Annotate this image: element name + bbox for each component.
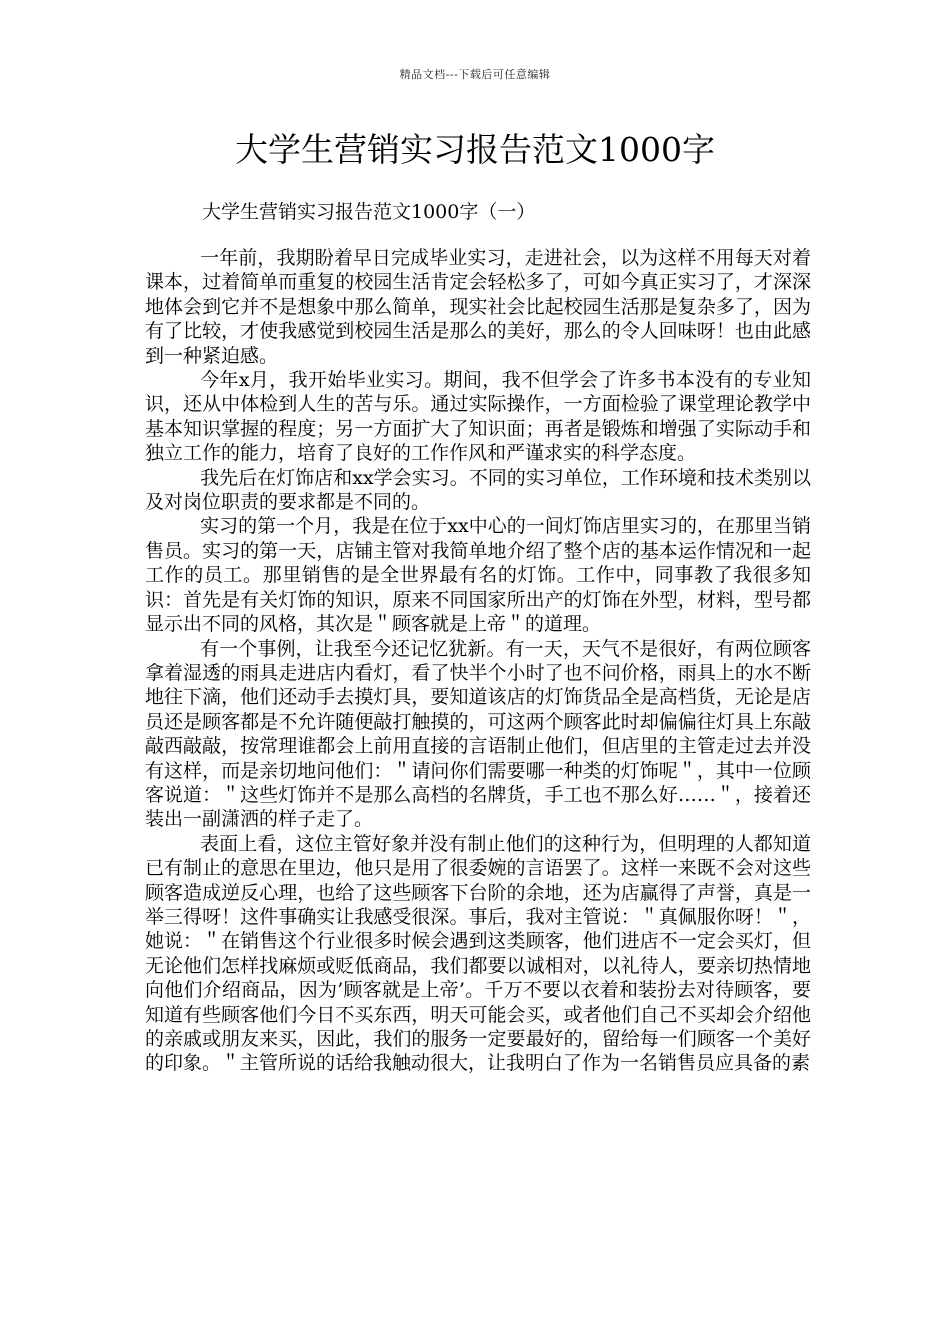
paragraph: 有一个事例，让我至今还记忆犹新。有一天，天气不是很好，有两位顾客拿着湿透的雨具走进店内看灯，看了快半个小时了也不问价格，雨具上的水不断地往下滴，他们还动手去摸灯具，要知道该店的灯饰货品全是高档货，无论是店员还是顾客都是不允许随便敲打触摸的，可这两个顾客此时却偏偏往灯具上东敲敲西敲敲，按常理谁都会上前用直接的言语制止他们，但店里的主管走过去并没有这样，而是亲切地问他们：＂请问你们需要哪一种类的灯饰呢＂，其中一位顾客说道：＂这些灯饰并不是那么高档的名牌货，手工也不那么好……＂，接着还装出一副潇洒的样子走了。 <box>145 637 811 831</box>
document-title: 大学生营销实习报告范文1000字 <box>235 130 715 169</box>
paragraph: 实习的第一个月，我是在位于xx中心的一间灯饰店里实习的，在那里当销售员。实习的第一天，店铺主管对我简单地介绍了整个店的基本运作情况和一起工作的员工。那里销售的是全世界最有名的灯饰。工作中，同事教了我很多知识：首先是有关灯饰的知识，原来不同国家所出产的灯饰在外型，材料，型号都显示出不同的风格，其次是＂顾客就是上帝＂的道理。 <box>145 515 811 636</box>
document-body <box>145 246 811 1076</box>
paragraph: 表面上看，这位主管好象并没有制止他们的这种行为，但明理的人都知道已有制止的意思在里边，他只是用了很委婉的言语罢了。这样一来既不会对这些顾客造成逆反心理，也给了这些顾客下台阶的余地，还为店赢得了声誉，真是一举三得呀！这件事确实让我感受很深。事后，我对主管说：＂真佩服你呀！＂，她说：＂在销售这个行业很多时候会遇到这类顾客，他们进店不一定会买灯，但无论他们怎样找麻烦或贬低商品，我们都要以诚相对，以礼待人，要亲切热情地向他们介绍商品，因为’顾客就是上帝’。千万不要以衣着和装扮去对待顾客，要知道有些顾客他们今日不买东西，明天可能会买，或者他们自己不买却会介绍他的亲戚或朋友来买，因此，我们的服务一定要最好的，留给每一们顾客一个美好的印象。＂主管所说的话给我触动很大，让我明白了作为一名销售员应具备的素 <box>145 832 811 1075</box>
paragraph: 今年x月，我开始毕业实习。期间，我不但学会了许多书本没有的专业知识，还从中体检到人生的苦与乐。通过实际操作，一方面检验了课堂理论教学中基本知识掌握的程度；另一方面扩大了知识面；再者是锻炼和增强了实际动手和独立工作的能力，培育了良好的工作作风和严谨求实的科学态度。 <box>145 369 811 465</box>
page-header: 精品文档---下载后可任意编辑 <box>399 68 551 81</box>
document-subtitle: 大学生营销实习报告范文1000字（一） <box>202 201 536 223</box>
paragraph: 一年前，我期盼着早日完成毕业实习，走进社会，以为这样不用每天对着课本，过着简单而重复的校园生活肯定会轻松多了，可如今真正实习了，才深深地体会到它并不是想象中那么简单，现实社会比起校园生活那是复杂多了，因为有了比较，才使我感觉到校园生活是那么的美好，那么的令人回味呀！也由此感到一种紧迫感。 <box>145 247 811 367</box>
paragraph: 我先后在灯饰店和xx学会实习。不同的实习单位，工作环境和技术类别以及对岗位职责的要求都是不同的。 <box>145 466 811 514</box>
